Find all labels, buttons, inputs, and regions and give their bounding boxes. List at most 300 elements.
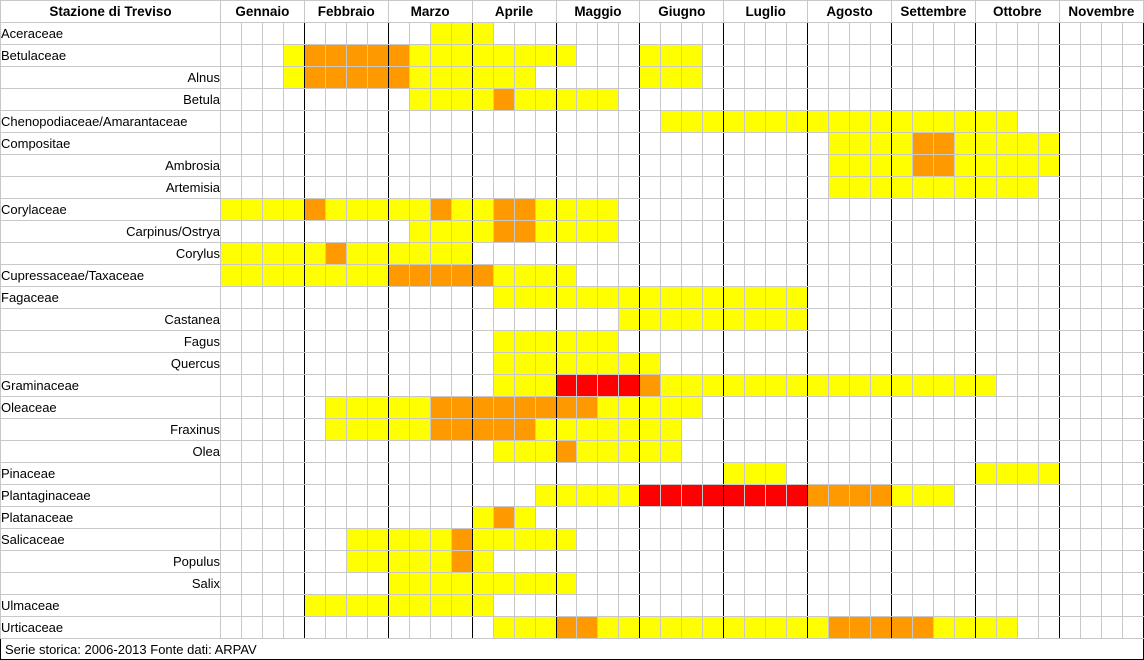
heatmap-cell (1080, 529, 1101, 551)
heatmap-cell (850, 23, 871, 45)
heatmap-cell (1122, 243, 1143, 265)
heatmap-cell (1017, 595, 1038, 617)
heatmap-cell (996, 89, 1017, 111)
heatmap-cell (451, 529, 472, 551)
heatmap-cell (871, 331, 892, 353)
heatmap-cell (1017, 331, 1038, 353)
heatmap-cell (871, 45, 892, 67)
heatmap-cell (829, 595, 850, 617)
heatmap-cell (975, 133, 996, 155)
heatmap-cell (262, 309, 283, 331)
heatmap-cell (703, 133, 724, 155)
heatmap-cell (367, 111, 388, 133)
heatmap-cell (829, 573, 850, 595)
heatmap-cell (1017, 397, 1038, 419)
heatmap-cell (1101, 595, 1122, 617)
heatmap-cell (829, 397, 850, 419)
heatmap-cell (892, 133, 913, 155)
heatmap-cell (975, 573, 996, 595)
heatmap-cell (871, 243, 892, 265)
heatmap-cell (221, 441, 242, 463)
heatmap-cell (787, 419, 808, 441)
heatmap-cell (1080, 573, 1101, 595)
heatmap-cell (556, 353, 577, 375)
heatmap-cell (682, 265, 703, 287)
heatmap-cell (682, 67, 703, 89)
table-row (1, 265, 1144, 287)
heatmap-cell (808, 89, 829, 111)
heatmap-cell (451, 551, 472, 573)
heatmap-cell (912, 67, 933, 89)
heatmap-cell (241, 89, 262, 111)
heatmap-cell (850, 375, 871, 397)
heatmap-cell (640, 309, 661, 331)
heatmap-cell (661, 177, 682, 199)
heatmap-cell (724, 45, 745, 67)
heatmap-cell (787, 353, 808, 375)
heatmap-cell (367, 595, 388, 617)
heatmap-cell (472, 463, 493, 485)
heatmap-cell (598, 89, 619, 111)
heatmap-cell (493, 375, 514, 397)
heatmap-cell (325, 199, 346, 221)
heatmap-cell (766, 441, 787, 463)
heatmap-cell (640, 89, 661, 111)
heatmap-cell (724, 155, 745, 177)
table-row (1, 89, 1144, 111)
heatmap-cell (1080, 265, 1101, 287)
heatmap-cell (640, 67, 661, 89)
heatmap-cell (262, 199, 283, 221)
heatmap-cell (1080, 111, 1101, 133)
heatmap-cell (535, 485, 556, 507)
heatmap-cell (619, 133, 640, 155)
heatmap-cell (535, 463, 556, 485)
heatmap-cell (808, 309, 829, 331)
heatmap-cell (241, 397, 262, 419)
heatmap-cell (1038, 463, 1059, 485)
heatmap-cell (1080, 243, 1101, 265)
heatmap-cell (850, 221, 871, 243)
heatmap-cell (619, 595, 640, 617)
heatmap-cell (493, 221, 514, 243)
heatmap-cell (221, 287, 242, 309)
heatmap-cell (304, 617, 325, 639)
heatmap-cell (346, 353, 367, 375)
heatmap-cell (640, 551, 661, 573)
heatmap-cell (933, 617, 954, 639)
heatmap-cell (766, 375, 787, 397)
heatmap-cell (1122, 199, 1143, 221)
heatmap-cell (829, 111, 850, 133)
heatmap-cell (283, 155, 304, 177)
heatmap-cell (430, 111, 451, 133)
heatmap-cell (912, 617, 933, 639)
heatmap-cell (996, 199, 1017, 221)
heatmap-cell (661, 67, 682, 89)
heatmap-cell (535, 331, 556, 353)
heatmap-cell (430, 177, 451, 199)
heatmap-cell (451, 309, 472, 331)
heatmap-cell (304, 441, 325, 463)
heatmap-cell (535, 397, 556, 419)
heatmap-cell (577, 265, 598, 287)
heatmap-cell (221, 155, 242, 177)
heatmap-cell (1017, 309, 1038, 331)
heatmap-cell (577, 45, 598, 67)
heatmap-cell (304, 573, 325, 595)
heatmap-cell (1038, 221, 1059, 243)
table-row (1, 111, 1144, 133)
heatmap-cell (1101, 331, 1122, 353)
heatmap-cell (724, 23, 745, 45)
heatmap-cell (703, 507, 724, 529)
heatmap-cell (262, 221, 283, 243)
heatmap-cell (430, 243, 451, 265)
heatmap-cell (1122, 287, 1143, 309)
heatmap-cell (367, 309, 388, 331)
heatmap-cell (808, 441, 829, 463)
heatmap-cell (871, 133, 892, 155)
heatmap-cell (472, 221, 493, 243)
header-month-novembre: Novembre (1059, 1, 1143, 23)
heatmap-cell (283, 463, 304, 485)
heatmap-cell (829, 441, 850, 463)
heatmap-cell (514, 287, 535, 309)
heatmap-cell (472, 155, 493, 177)
heatmap-cell (367, 89, 388, 111)
heatmap-cell (241, 23, 262, 45)
heatmap-cell (472, 67, 493, 89)
heatmap-cell (241, 617, 262, 639)
heatmap-cell (409, 419, 430, 441)
row-label-artemisia: Artemisia (1, 177, 221, 199)
heatmap-cell (430, 89, 451, 111)
heatmap-cell (661, 529, 682, 551)
heatmap-cell (451, 595, 472, 617)
heatmap-cell (892, 595, 913, 617)
heatmap-cell (430, 617, 451, 639)
heatmap-cell (682, 397, 703, 419)
heatmap-cell (451, 463, 472, 485)
heatmap-cell (221, 309, 242, 331)
heatmap-cell (829, 199, 850, 221)
heatmap-cell (892, 617, 913, 639)
heatmap-cell (871, 441, 892, 463)
heatmap-cell (430, 353, 451, 375)
heatmap-cell (304, 397, 325, 419)
heatmap-cell (1101, 573, 1122, 595)
row-label-quercus: Quercus (1, 353, 221, 375)
heatmap-cell (619, 177, 640, 199)
heatmap-cell (954, 507, 975, 529)
heatmap-cell (829, 243, 850, 265)
heatmap-cell (535, 23, 556, 45)
heatmap-cell (514, 199, 535, 221)
heatmap-cell (535, 67, 556, 89)
heatmap-cell (619, 23, 640, 45)
heatmap-cell (221, 89, 242, 111)
heatmap-cell (472, 485, 493, 507)
heatmap-cell (954, 397, 975, 419)
heatmap-cell (304, 485, 325, 507)
header-station-label: Stazione di Treviso (1, 1, 221, 23)
heatmap-cell (996, 595, 1017, 617)
table-row (1, 529, 1144, 551)
heatmap-cell (367, 155, 388, 177)
heatmap-cell (367, 265, 388, 287)
heatmap-cell (304, 89, 325, 111)
heatmap-cell (451, 375, 472, 397)
heatmap-cell (619, 111, 640, 133)
table-row (1, 573, 1144, 595)
heatmap-cell (808, 507, 829, 529)
heatmap-cell (703, 551, 724, 573)
heatmap-cell (975, 89, 996, 111)
heatmap-cell (1101, 485, 1122, 507)
heatmap-cell (367, 243, 388, 265)
heatmap-cell (388, 23, 409, 45)
heatmap-cell (1017, 243, 1038, 265)
heatmap-cell (975, 309, 996, 331)
heatmap-cell (933, 23, 954, 45)
heatmap-cell (514, 331, 535, 353)
heatmap-cell (933, 419, 954, 441)
heatmap-cell (766, 111, 787, 133)
header-month-marzo: Marzo (388, 1, 472, 23)
heatmap-cell (598, 155, 619, 177)
heatmap-cell (430, 331, 451, 353)
heatmap-cell (472, 177, 493, 199)
heatmap-cell (325, 419, 346, 441)
heatmap-cell (703, 23, 724, 45)
heatmap-cell (850, 331, 871, 353)
heatmap-cell (1059, 573, 1080, 595)
heatmap-cell (996, 529, 1017, 551)
heatmap-cell (451, 441, 472, 463)
heatmap-cell (661, 23, 682, 45)
heatmap-cell (682, 463, 703, 485)
heatmap-cell (262, 463, 283, 485)
heatmap-cell (262, 111, 283, 133)
heatmap-cell (577, 507, 598, 529)
heatmap-cell (430, 463, 451, 485)
heatmap-cell (325, 221, 346, 243)
heatmap-cell (367, 617, 388, 639)
heatmap-cell (996, 331, 1017, 353)
heatmap-cell (996, 23, 1017, 45)
heatmap-cell (1080, 155, 1101, 177)
heatmap-cell (808, 353, 829, 375)
heatmap-cell (493, 243, 514, 265)
heatmap-cell (975, 507, 996, 529)
heatmap-cell (724, 485, 745, 507)
heatmap-cell (954, 89, 975, 111)
heatmap-cell (912, 507, 933, 529)
heatmap-cell (661, 441, 682, 463)
heatmap-cell (829, 45, 850, 67)
heatmap-cell (535, 617, 556, 639)
heatmap-cell (724, 463, 745, 485)
heatmap-cell (787, 463, 808, 485)
row-label-compositae: Compositae (1, 133, 221, 155)
row-label-plantaginaceae: Plantaginaceae (1, 485, 221, 507)
heatmap-cell (1080, 133, 1101, 155)
heatmap-cell (409, 89, 430, 111)
heatmap-cell (808, 67, 829, 89)
heatmap-cell (871, 551, 892, 573)
heatmap-cell (1122, 89, 1143, 111)
heatmap-cell (745, 177, 766, 199)
heatmap-cell (493, 485, 514, 507)
heatmap-cell (304, 221, 325, 243)
heatmap-cell (1122, 155, 1143, 177)
heatmap-cell (577, 397, 598, 419)
heatmap-cell (409, 463, 430, 485)
heatmap-cell (451, 89, 472, 111)
heatmap-cell (871, 265, 892, 287)
heatmap-cell (430, 133, 451, 155)
heatmap-cell (1122, 111, 1143, 133)
heatmap-cell (1038, 353, 1059, 375)
heatmap-cell (954, 485, 975, 507)
heatmap-cell (598, 133, 619, 155)
heatmap-cell (1101, 441, 1122, 463)
heatmap-cell (745, 287, 766, 309)
heatmap-cell (682, 551, 703, 573)
heatmap-cell (933, 67, 954, 89)
heatmap-cell (1038, 551, 1059, 573)
heatmap-cell (808, 485, 829, 507)
heatmap-cell (1101, 617, 1122, 639)
heatmap-cell (304, 331, 325, 353)
heatmap-cell (598, 595, 619, 617)
heatmap-cell (577, 353, 598, 375)
heatmap-cell (556, 243, 577, 265)
heatmap-cell (577, 573, 598, 595)
heatmap-cell (1059, 309, 1080, 331)
heatmap-cell (996, 45, 1017, 67)
heatmap-cell (535, 133, 556, 155)
heatmap-cell (262, 419, 283, 441)
heatmap-cell (829, 353, 850, 375)
heatmap-cell (745, 485, 766, 507)
heatmap-cell (850, 155, 871, 177)
heatmap-cell (619, 287, 640, 309)
heatmap-cell (472, 375, 493, 397)
heatmap-cell (304, 507, 325, 529)
heatmap-cell (1038, 243, 1059, 265)
heatmap-cell (640, 507, 661, 529)
heatmap-cell (1080, 441, 1101, 463)
heatmap-cell (1059, 23, 1080, 45)
heatmap-cell (409, 441, 430, 463)
heatmap-cell (871, 485, 892, 507)
heatmap-cell (975, 617, 996, 639)
heatmap-cell (1038, 89, 1059, 111)
heatmap-cell (850, 67, 871, 89)
heatmap-cell (221, 23, 242, 45)
heatmap-cell (682, 573, 703, 595)
heatmap-cell (325, 67, 346, 89)
heatmap-cell (640, 397, 661, 419)
heatmap-cell (409, 111, 430, 133)
heatmap-cell (493, 23, 514, 45)
heatmap-cell (1038, 111, 1059, 133)
heatmap-cell (808, 573, 829, 595)
table-row (1, 617, 1144, 639)
heatmap-cell (766, 287, 787, 309)
heatmap-cell (766, 243, 787, 265)
heatmap-cell (1017, 551, 1038, 573)
heatmap-cell (1080, 287, 1101, 309)
header-month-febbraio: Febbraio (304, 1, 388, 23)
heatmap-cell (787, 617, 808, 639)
heatmap-cell (850, 595, 871, 617)
heatmap-cell (996, 243, 1017, 265)
heatmap-cell (808, 595, 829, 617)
heatmap-cell (262, 67, 283, 89)
heatmap-cell (472, 287, 493, 309)
heatmap-cell (367, 463, 388, 485)
heatmap-cell (640, 287, 661, 309)
heatmap-cell (388, 111, 409, 133)
heatmap-cell (871, 23, 892, 45)
heatmap-cell (430, 485, 451, 507)
heatmap-cell (1101, 89, 1122, 111)
heatmap-cell (493, 507, 514, 529)
heatmap-cell (661, 155, 682, 177)
heatmap-cell (745, 155, 766, 177)
heatmap-cell (724, 89, 745, 111)
heatmap-cell (325, 595, 346, 617)
heatmap-cell (556, 221, 577, 243)
row-label-betula: Betula (1, 89, 221, 111)
heatmap-cell (283, 397, 304, 419)
heatmap-cell (535, 551, 556, 573)
heatmap-cell (912, 309, 933, 331)
table-header (1, 1, 1144, 23)
heatmap-cell (577, 375, 598, 397)
heatmap-cell (283, 573, 304, 595)
heatmap-cell (241, 45, 262, 67)
heatmap-cell (346, 111, 367, 133)
header-month-agosto: Agosto (808, 1, 892, 23)
heatmap-cell (871, 397, 892, 419)
heatmap-cell (724, 133, 745, 155)
heatmap-cell (892, 199, 913, 221)
heatmap-cell (682, 617, 703, 639)
heatmap-cell (619, 331, 640, 353)
heatmap-cell (472, 243, 493, 265)
heatmap-cell (640, 419, 661, 441)
heatmap-cell (325, 155, 346, 177)
heatmap-cell (1059, 485, 1080, 507)
heatmap-cell (388, 177, 409, 199)
heatmap-cell (346, 419, 367, 441)
heatmap-cell (1059, 243, 1080, 265)
heatmap-cell (787, 243, 808, 265)
heatmap-cell (430, 419, 451, 441)
heatmap-cell (577, 595, 598, 617)
heatmap-cell (304, 155, 325, 177)
heatmap-cell (304, 309, 325, 331)
heatmap-cell (703, 155, 724, 177)
heatmap-cell (262, 441, 283, 463)
table-row (1, 485, 1144, 507)
heatmap-cell (388, 617, 409, 639)
heatmap-cell (661, 45, 682, 67)
